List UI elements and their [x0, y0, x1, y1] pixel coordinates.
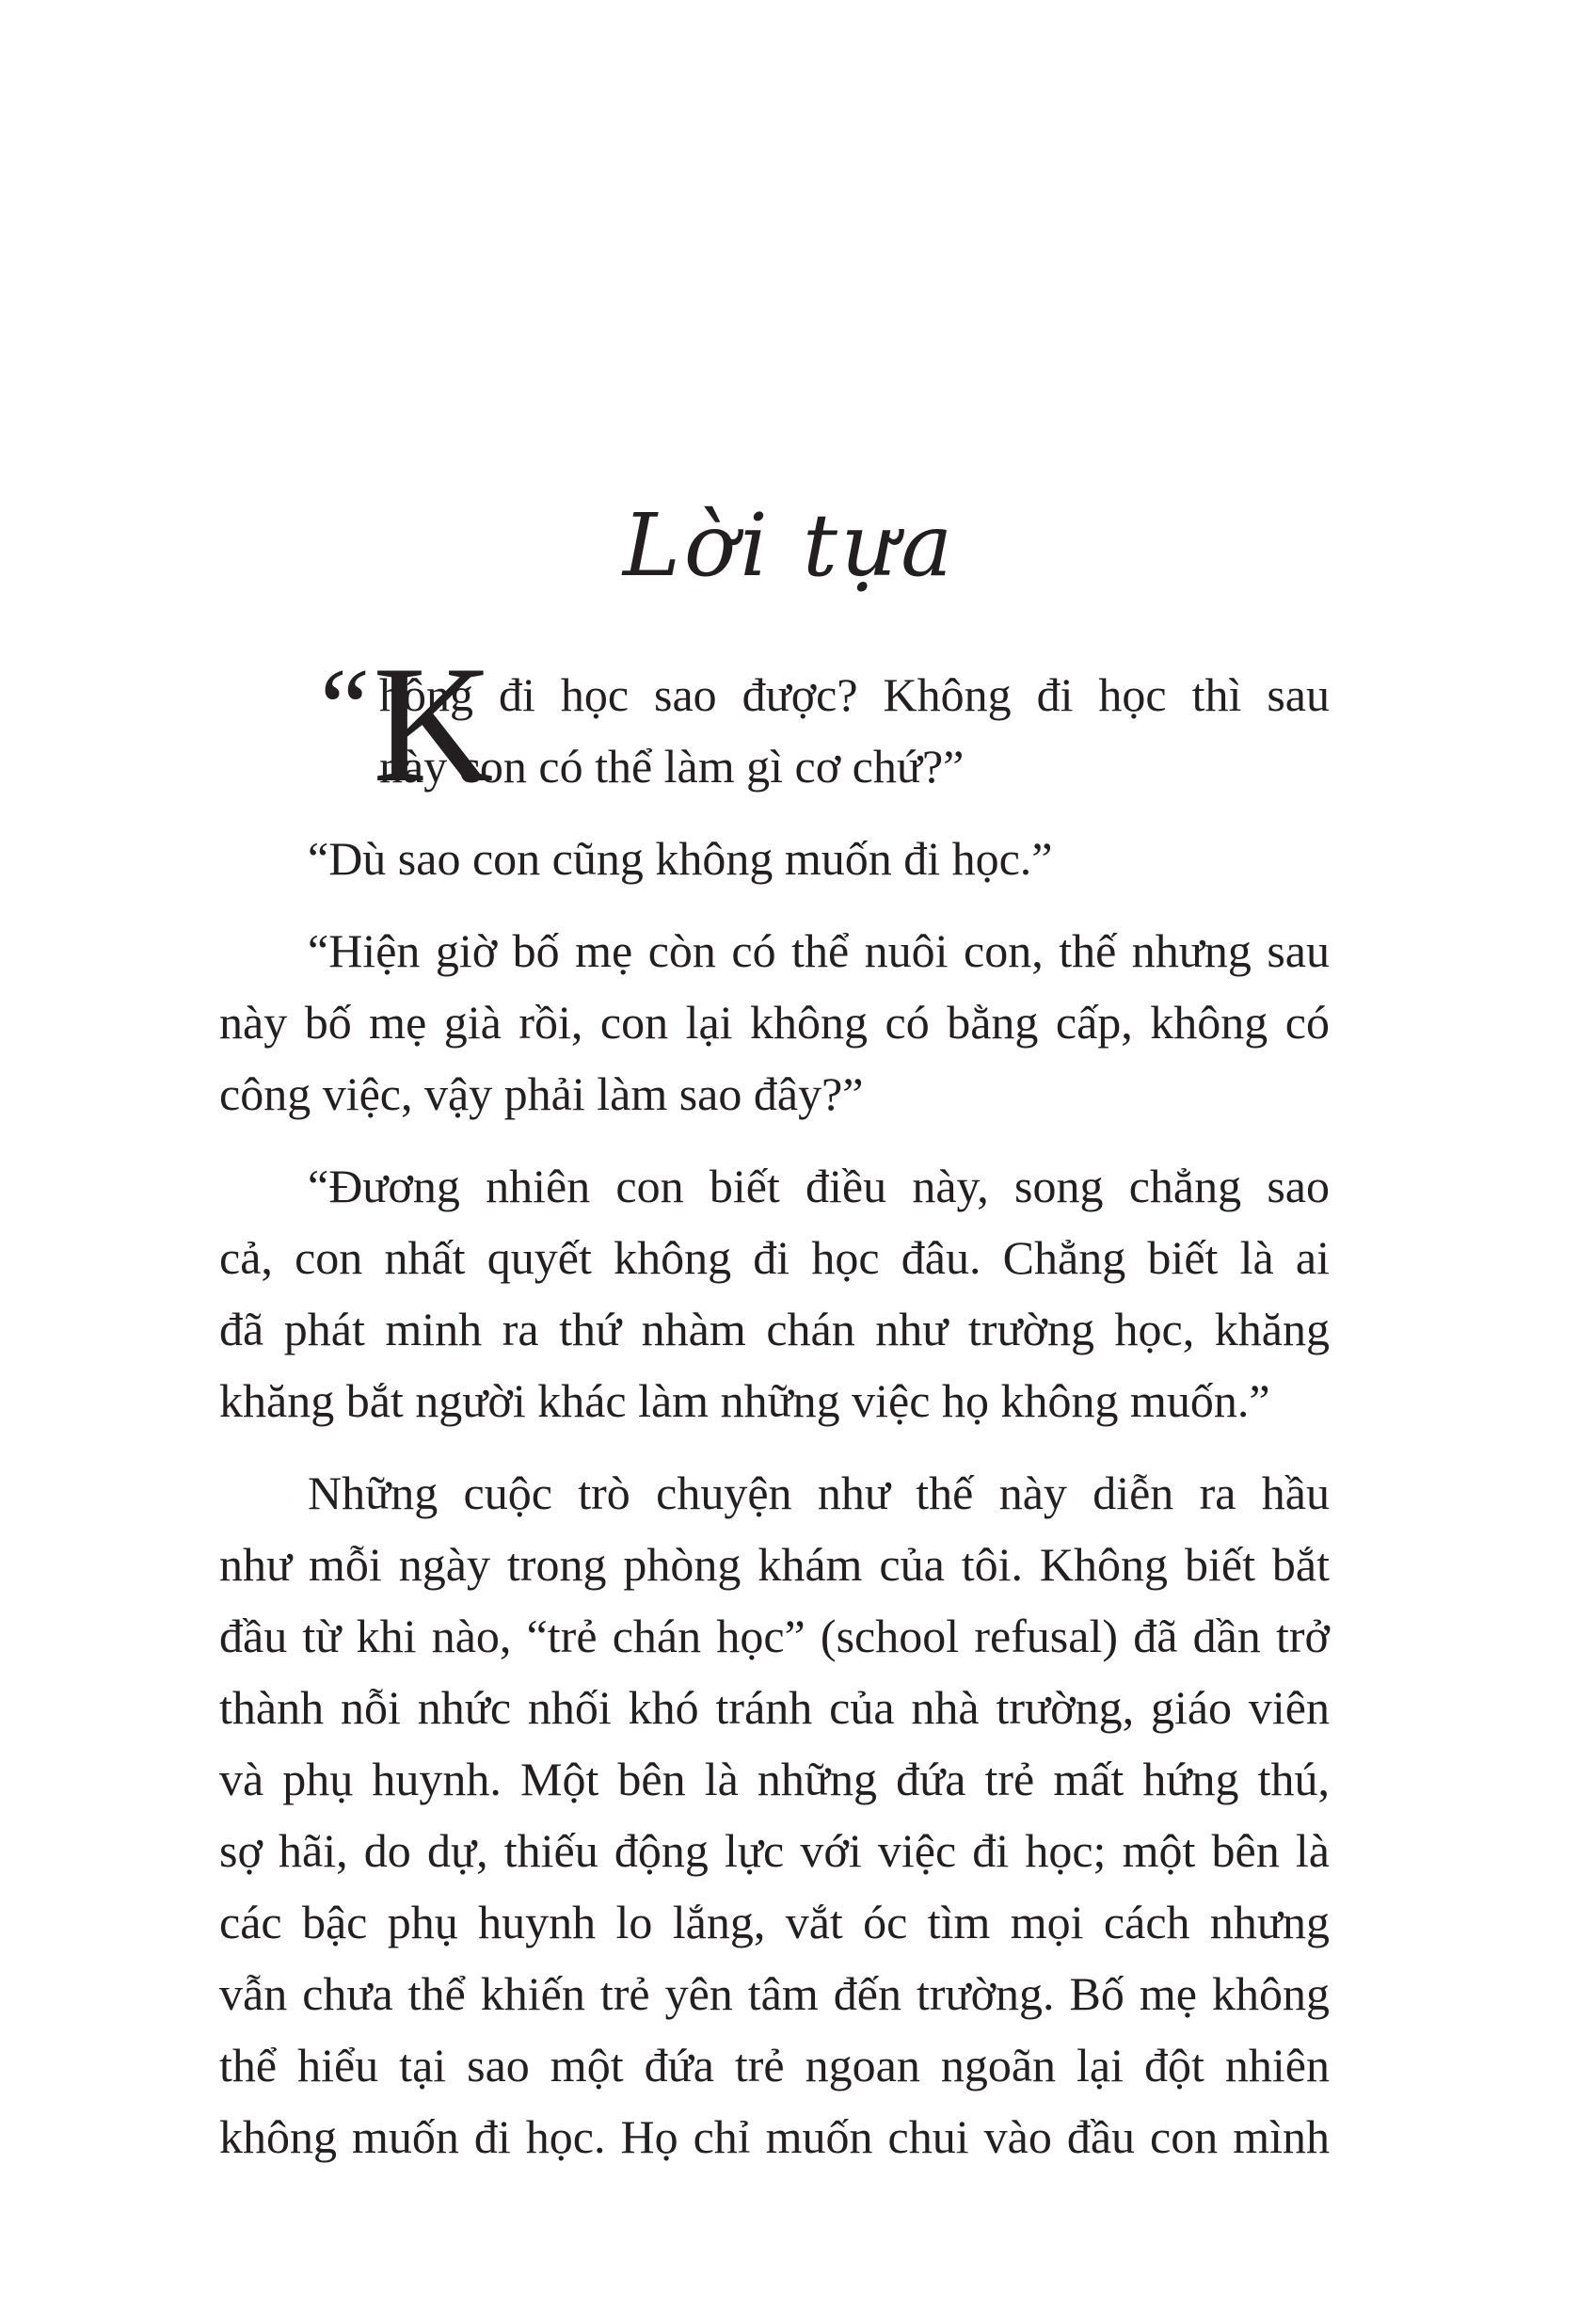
paragraph-line: vẫn chưa thể khiến trẻ yên tâm đến trường. Bố mẹ không	[219, 1967, 1330, 2020]
paragraph-line: và phụ huynh. Một bên là những đứa trẻ mất hứng thú,	[219, 1753, 1330, 1805]
paragraph-line: “Dù sao con cũng không muốn đi học.”	[308, 832, 1053, 885]
paragraph-line: “Hiện giờ bố mẹ còn có thể nuôi con, thế nhưng sau	[308, 924, 1330, 977]
drop-cap: K	[373, 631, 494, 817]
paragraph-line: thành nỗi nhức nhối khó tránh của nhà trường, giáo viên	[219, 1681, 1330, 1734]
paragraph-line: cả, con nhất quyết không đi học đâu. Chẳng biết là ai	[219, 1231, 1330, 1284]
opening-line: hông đi học sao được? Không đi học thì sau	[379, 668, 1330, 721]
opening-line: này con có thể làm gì cơ chứ?”	[379, 740, 965, 793]
body-text	[219, 631, 1330, 2193]
paragraph-line: Những cuộc trò chuyện như thế này diễn ra hầu	[308, 1467, 1330, 1519]
paragraph	[219, 1150, 1330, 1436]
paragraph-line: không muốn đi học. Họ chỉ muốn chui vào đầu con mình	[219, 2110, 1330, 2163]
paragraph-line: công việc, vậy phải làm sao đây?”	[219, 1067, 864, 1120]
chapter-title: Lời tựa	[622, 495, 957, 596]
paragraph-line: đầu từ khi nào, “trẻ chán học” (school refusal) đã dần trở	[219, 1610, 1330, 1662]
paragraph-line: như mỗi ngày trong phòng khám của tôi. Không biết bắt	[219, 1538, 1330, 1591]
opening-quote-mark: “	[309, 645, 372, 770]
paragraph-line: đã phát minh ra thứ nhàm chán như trường học, khăng	[219, 1303, 1330, 1355]
paragraph-line: này bố mẹ già rồi, con lại không có bằng cấp, không có	[219, 996, 1330, 1049]
paragraph-line: các bậc phụ huynh lo lắng, vắt óc tìm mọi cách nhưng	[219, 1896, 1330, 1948]
paragraph-line: sợ hãi, do dự, thiếu động lực với việc đi học; một bên là	[219, 1824, 1330, 1877]
paragraph-line: khăng bắt người khác làm những việc họ không muốn.”	[219, 1374, 1270, 1427]
paragraph-line: thể hiểu tại sao một đứa trẻ ngoan ngoãn lại đột nhiên	[219, 2039, 1330, 2092]
paragraph-line: “Đương nhiên con biết điều này, song chẳng sao	[308, 1160, 1330, 1212]
opening-paragraph	[219, 631, 1330, 817]
paragraph	[219, 1457, 1330, 2172]
paragraph	[219, 915, 1330, 1130]
paragraph	[219, 823, 1330, 894]
